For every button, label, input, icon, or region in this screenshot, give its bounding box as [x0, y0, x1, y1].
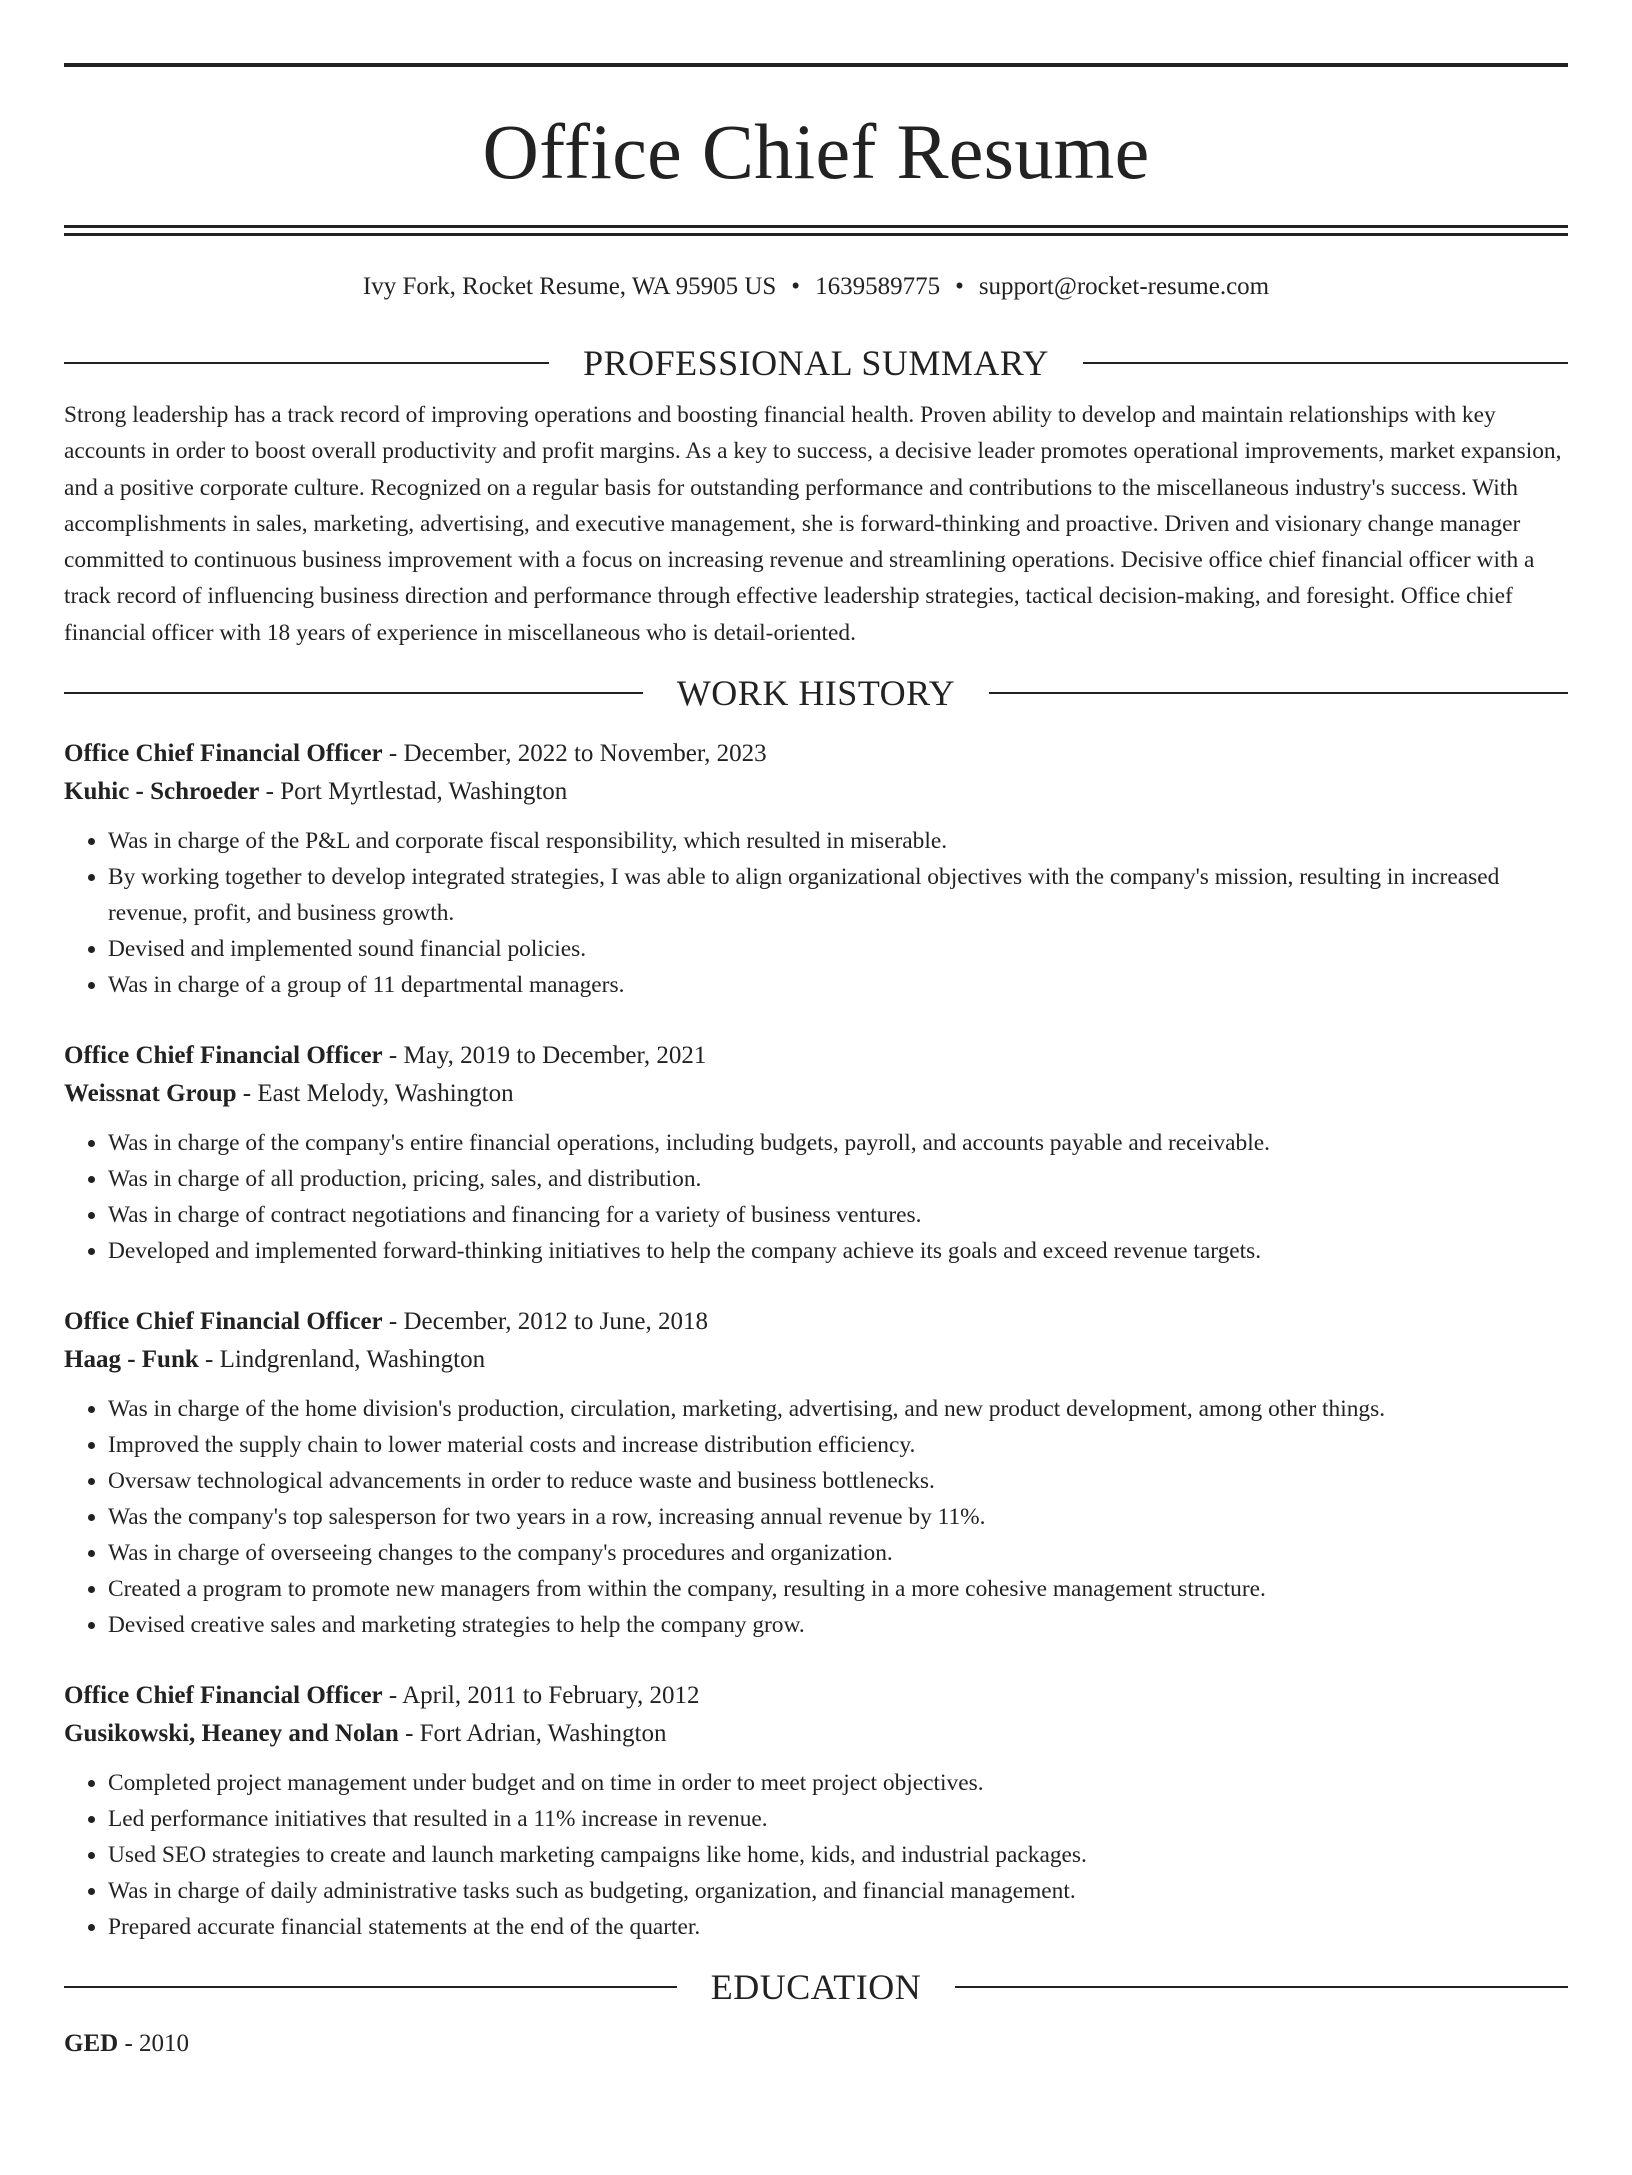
- job-entry: [64, 1677, 1568, 1945]
- contact-address: Ivy Fork, Rocket Resume, WA 95905 US: [362, 273, 777, 300]
- job-dates: - May, 2019 to December, 2021: [382, 1042, 707, 1070]
- job-bullet: • Completed project management under budget and on time in order to meet project objectives.: [108, 1765, 1568, 1801]
- job-bullet: • Oversaw technological advancements in order to reduce waste and business bottlenecks.: [108, 1463, 1568, 1499]
- job-bullet: • Was in charge of overseeing changes to the company's procedures and organization.: [108, 1535, 1568, 1571]
- contact-separator: •: [955, 273, 964, 300]
- resume-page: [0, 63, 1632, 2175]
- job-bullet: • Led performance initiatives that resulted in a 11% increase in revenue.: [108, 1801, 1568, 1837]
- heading-rule-left: [64, 692, 643, 694]
- contact-line: [64, 271, 1568, 303]
- education-entry: [64, 2025, 1568, 2063]
- job-company-line: [64, 1075, 1568, 1113]
- job-company: Haag - Funk: [64, 1346, 199, 1374]
- job-bullet-list: [64, 1391, 1568, 1643]
- section-title: PROFESSIONAL SUMMARY: [583, 343, 1049, 383]
- education-year: - 2010: [118, 2030, 190, 2058]
- job-location: - Fort Adrian, Washington: [398, 1720, 667, 1748]
- job-company-line: [64, 773, 1568, 811]
- contact-phone: 1639589775: [815, 273, 941, 300]
- resume-title: Office Chief Resume: [482, 108, 1150, 195]
- section-heading-work: [64, 671, 1568, 715]
- job-title: Office Chief Financial Officer: [64, 740, 383, 768]
- heading-rule-right: [989, 692, 1568, 694]
- job-bullet: • Was the company's top salesperson for two years in a row, increasing annual revenue by 11%.: [108, 1499, 1568, 1535]
- professional-summary-text: Strong leadership has a track record of improving operations and boosting financial health. Proven ability to develop and maintain relationships with key accounts in order to boost overall productivity and profit margins. As a key to success, a decisive leader promotes operational improvements, market expansion, and a positive corporate culture. Recognized on a regular basis for outstanding performance and contributions to the miscellaneous industry's success. With accomplishments in sales, marketing, advertising, and executive management, she is forward-thinking and proactive. Driven and visionary change manager committed to continuous business improvement with a focus on increasing revenue and streamlining operations. Decisive office chief financial officer with a track record of influencing business direction and performance through effective leadership strategies, tactical decision-making, and foresight. Office chief financial officer with 18 years of experience in miscellaneous who is detail-oriented.: [64, 402, 1562, 646]
- job-company: Gusikowski, Heaney and Nolan: [64, 1720, 399, 1748]
- heading-rule-left: [64, 1986, 677, 1988]
- job-bullet-list: [64, 823, 1568, 1003]
- job-bullet: • Improved the supply chain to lower material costs and increase distribution efficiency.: [108, 1427, 1568, 1463]
- job-company-line: [64, 1715, 1568, 1753]
- job-bullet: • Created a program to promote new managers from within the company, resulting in a more cohesive management structure.: [108, 1571, 1568, 1607]
- job-dates: - April, 2011 to February, 2012: [382, 1682, 700, 1710]
- job-bullet: • Prepared accurate financial statements at the end of the quarter.: [108, 1909, 1568, 1945]
- contact-email: support@rocket-resume.com: [978, 273, 1270, 300]
- job-entry: [64, 1037, 1568, 1269]
- section-heading-education: [64, 1965, 1568, 2009]
- job-bullet: • Was in charge of contract negotiations and financing for a variety of business ventures.: [108, 1197, 1568, 1233]
- job-bullet: • Developed and implemented forward-thinking initiatives to help the company achieve its goals and exceed revenue targets.: [108, 1233, 1568, 1269]
- job-entry: [64, 735, 1568, 1003]
- job-bullet-list: [64, 1765, 1568, 1945]
- education-list: [64, 2025, 1568, 2063]
- job-title-line: [64, 1677, 1568, 1715]
- work-history-list: [64, 735, 1568, 1945]
- title-double-rule: [64, 225, 1568, 236]
- job-bullet-list: [64, 1125, 1568, 1269]
- job-company-line: [64, 1341, 1568, 1379]
- job-dates: - December, 2012 to June, 2018: [382, 1308, 708, 1336]
- job-bullet: • Was in charge of daily administrative tasks such as budgeting, organization, and financial management.: [108, 1873, 1568, 1909]
- heading-rule-right: [1083, 362, 1568, 364]
- job-location: - Port Myrtlestad, Washington: [259, 778, 568, 806]
- job-location: - East Melody, Washington: [236, 1080, 514, 1108]
- job-title-line: [64, 1303, 1568, 1341]
- education-degree: GED: [64, 2030, 119, 2058]
- contact-separator: •: [791, 273, 801, 300]
- job-title: Office Chief Financial Officer: [64, 1308, 383, 1336]
- heading-rule-left: [64, 362, 549, 364]
- job-company: Weissnat Group: [64, 1080, 237, 1108]
- section-heading-summary: [64, 341, 1568, 385]
- job-title: Office Chief Financial Officer: [64, 1682, 383, 1710]
- job-title: Office Chief Financial Officer: [64, 1042, 383, 1070]
- heading-rule-right: [955, 1986, 1568, 1988]
- job-bullet: • Used SEO strategies to create and launch marketing campaigns like home, kids, and industrial packages.: [108, 1837, 1568, 1873]
- job-title-line: [64, 735, 1568, 773]
- job-entry: [64, 1303, 1568, 1643]
- job-company: Kuhic - Schroeder: [64, 778, 260, 806]
- job-bullet: • Was in charge of the company's entire financial operations, including budgets, payroll, and accounts payable and receivable.: [108, 1125, 1568, 1161]
- job-title-line: [64, 1037, 1568, 1075]
- job-bullet: • Was in charge of a group of 11 departmental managers.: [108, 967, 1568, 1003]
- section-title: EDUCATION: [710, 1967, 922, 2008]
- job-dates: - December, 2022 to November, 2023: [382, 740, 767, 768]
- section-title: WORK HISTORY: [676, 673, 956, 714]
- job-bullet: • Was in charge of the home division's production, circulation, marketing, advertising, and new product development, among other things.: [108, 1391, 1568, 1427]
- job-bullet: • Was in charge of all production, pricing, sales, and distribution.: [108, 1161, 1568, 1197]
- job-bullet: • Was in charge of the P&L and corporate fiscal responsibility, which resulted in miserable.: [108, 823, 1568, 859]
- top-rule: [64, 63, 1568, 67]
- job-bullet: • Devised creative sales and marketing strategies to help the company grow.: [108, 1607, 1568, 1643]
- job-bullet: • By working together to develop integrated strategies, I was able to align organizational objectives with the company's mission, resulting in increased revenue, profit, and business growth.: [108, 859, 1568, 931]
- job-bullet: • Devised and implemented sound financial policies.: [108, 931, 1568, 967]
- job-location: - Lindgrenland, Washington: [198, 1346, 486, 1374]
